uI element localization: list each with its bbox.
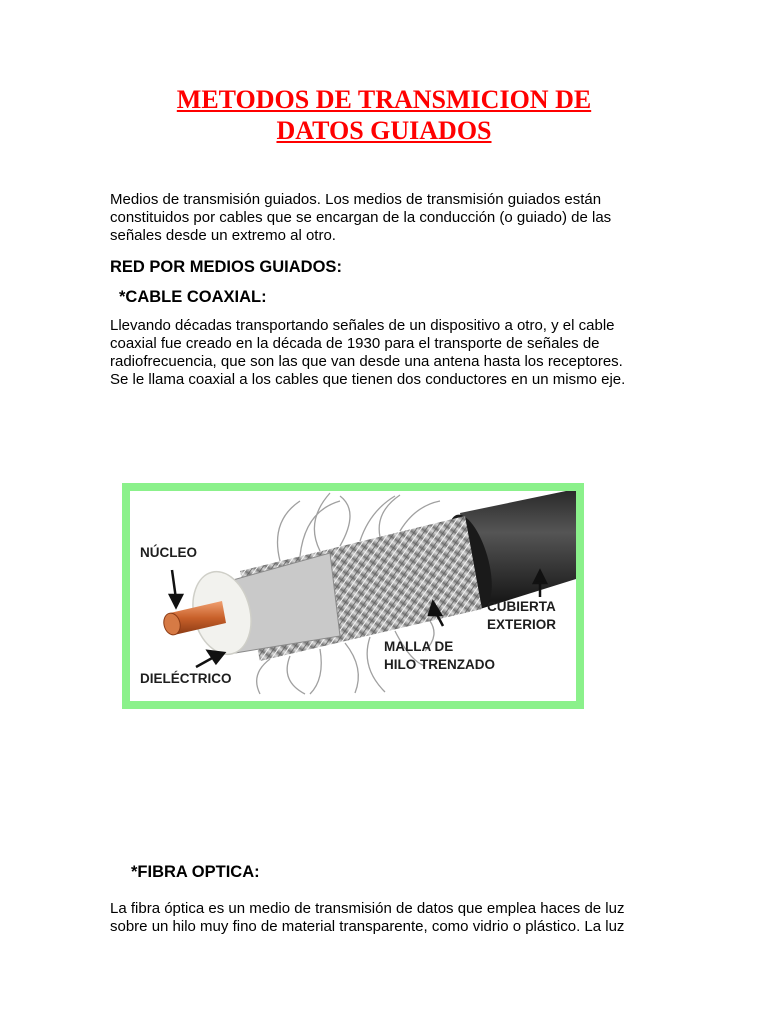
- label-nucleo: NÚCLEO: [140, 545, 197, 560]
- coax-paragraph: Llevando décadas transportando señales de un dispositivo a otro, y el cable coaxial fue creado en la década de 1930 para el transporte de señales de radiofrecuencia, que son las que van desde una antena hasta los receptores. Se le llama coaxial a los cables que tienen dos conductores en un mismo eje.: [110, 317, 626, 388]
- coax-heading: *CABLE COAXIAL:: [119, 288, 267, 306]
- document-title: [110, 84, 658, 146]
- fiber-paragraph: La fibra óptica es un medio de transmisión de datos que emplea haces de luz sobre un hilo muy fino de material transparente, como vidrio o plástico. La luz: [110, 900, 625, 935]
- section-heading: RED POR MEDIOS GUIADOS:: [110, 258, 342, 276]
- label-malla: MALLA DE HILO TRENZADO: [384, 639, 495, 672]
- intro-paragraph: Medios de transmisión guiados. Los medios de transmisión guiados están constituidos por cables que se encargan de la conducción (o guiado) de las señales desde un extremo al otro.: [110, 191, 612, 244]
- label-cubierta: CUBIERTA EXTERIOR: [487, 599, 557, 632]
- fiber-heading: *FIBRA OPTICA:: [131, 863, 260, 881]
- title-line-2: DATOS GUIADOS: [276, 116, 492, 145]
- label-dielectrico: DIELÉCTRICO: [140, 671, 232, 686]
- title-line-1: METODOS DE TRANSMICION DE: [176, 85, 592, 114]
- coaxial-cable-figure: [122, 483, 584, 709]
